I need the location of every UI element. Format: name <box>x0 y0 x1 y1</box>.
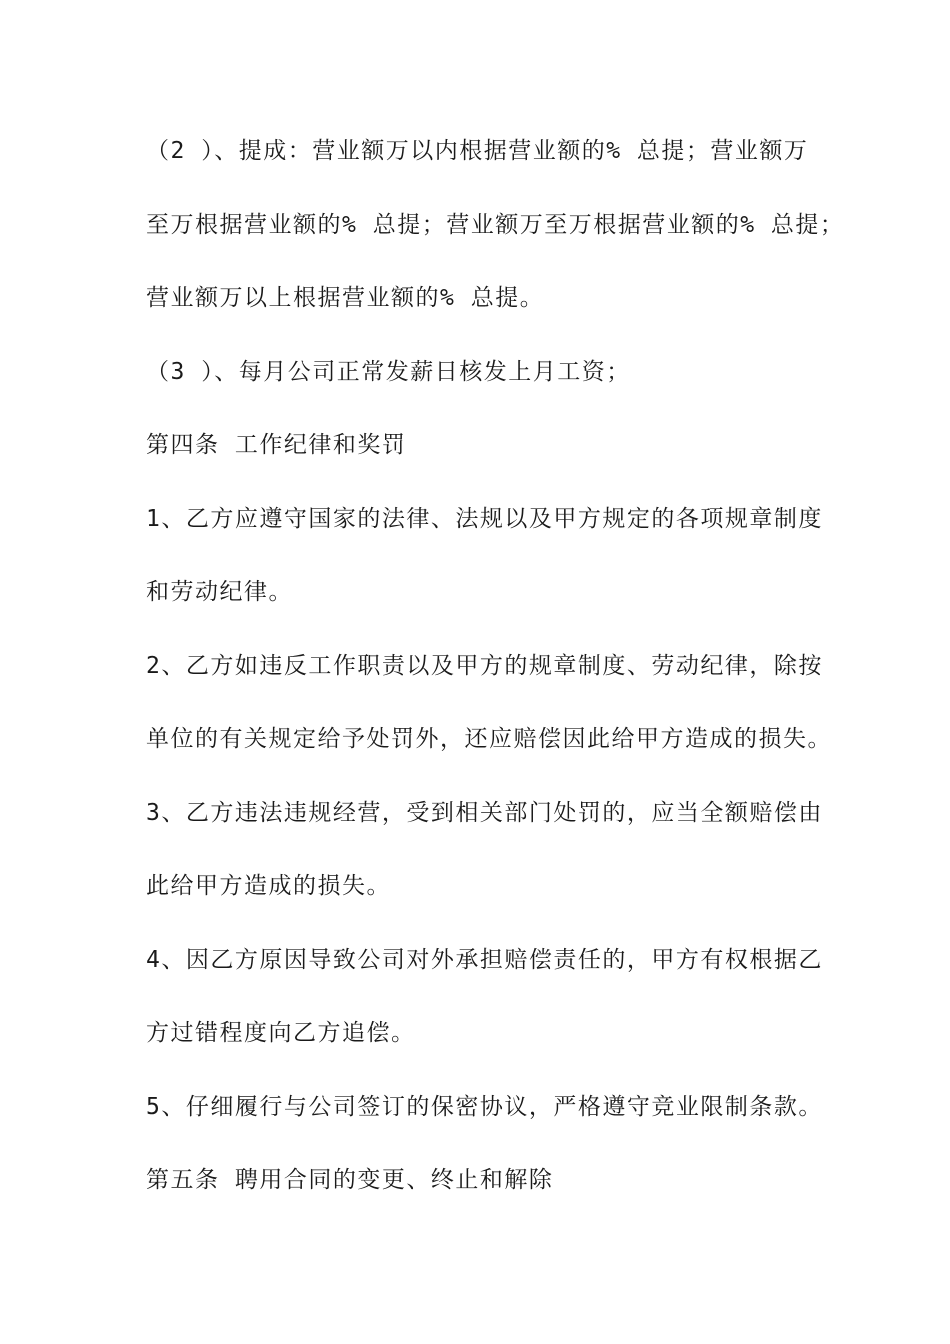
clause-2-commission-line-1: （2 ）、提成：营业额万以内根据营业额的% 总提；营业额万 <box>146 138 809 164</box>
article-4-heading: 第四条 工作纪律和奖罚 <box>146 432 407 458</box>
article-4-item-1-line-1: 1、乙方应遵守国家的法律、法规以及甲方规定的各项规章制度 <box>146 505 823 532</box>
article-4-item-4-line-2: 方过错程度向乙方追偿。 <box>146 1020 416 1046</box>
article-4-item-4-line-1: 4、因乙方原因导致公司对外承担赔偿责任的，甲方有权根据乙 <box>146 946 823 973</box>
article-4-item-1-line-2: 和劳动纪律。 <box>146 579 293 605</box>
article-4-item-2-line-2: 单位的有关规定给予处罚外，还应赔偿因此给甲方造成的损失。 <box>146 726 832 752</box>
article-4-item-3-line-1: 3、乙方违法违规经营，受到相关部门处罚的，应当全额赔偿由 <box>146 799 823 826</box>
document-body <box>146 126 845 1229</box>
clause-2-commission-line-3: 营业额万以上根据营业额的% 总提。 <box>146 285 545 311</box>
article-4-item-2-line-1: 2、乙方如违反工作职责以及甲方的规章制度、劳动纪律，除按 <box>146 652 823 679</box>
article-4-item-5: 5、仔细履行与公司签订的保密协议，严格遵守竞业限制条款。 <box>146 1093 823 1120</box>
article-4-item-3-line-2: 此给甲方造成的损失。 <box>146 873 391 899</box>
clause-3-payday: （3 ）、每月公司正常发薪日核发上月工资； <box>146 358 631 385</box>
clause-2-commission-line-2: 至万根据营业额的% 总提；营业额万至万根据营业额的% 总提； <box>146 211 845 238</box>
article-5-heading: 第五条 聘用合同的变更、终止和解除 <box>146 1167 554 1193</box>
